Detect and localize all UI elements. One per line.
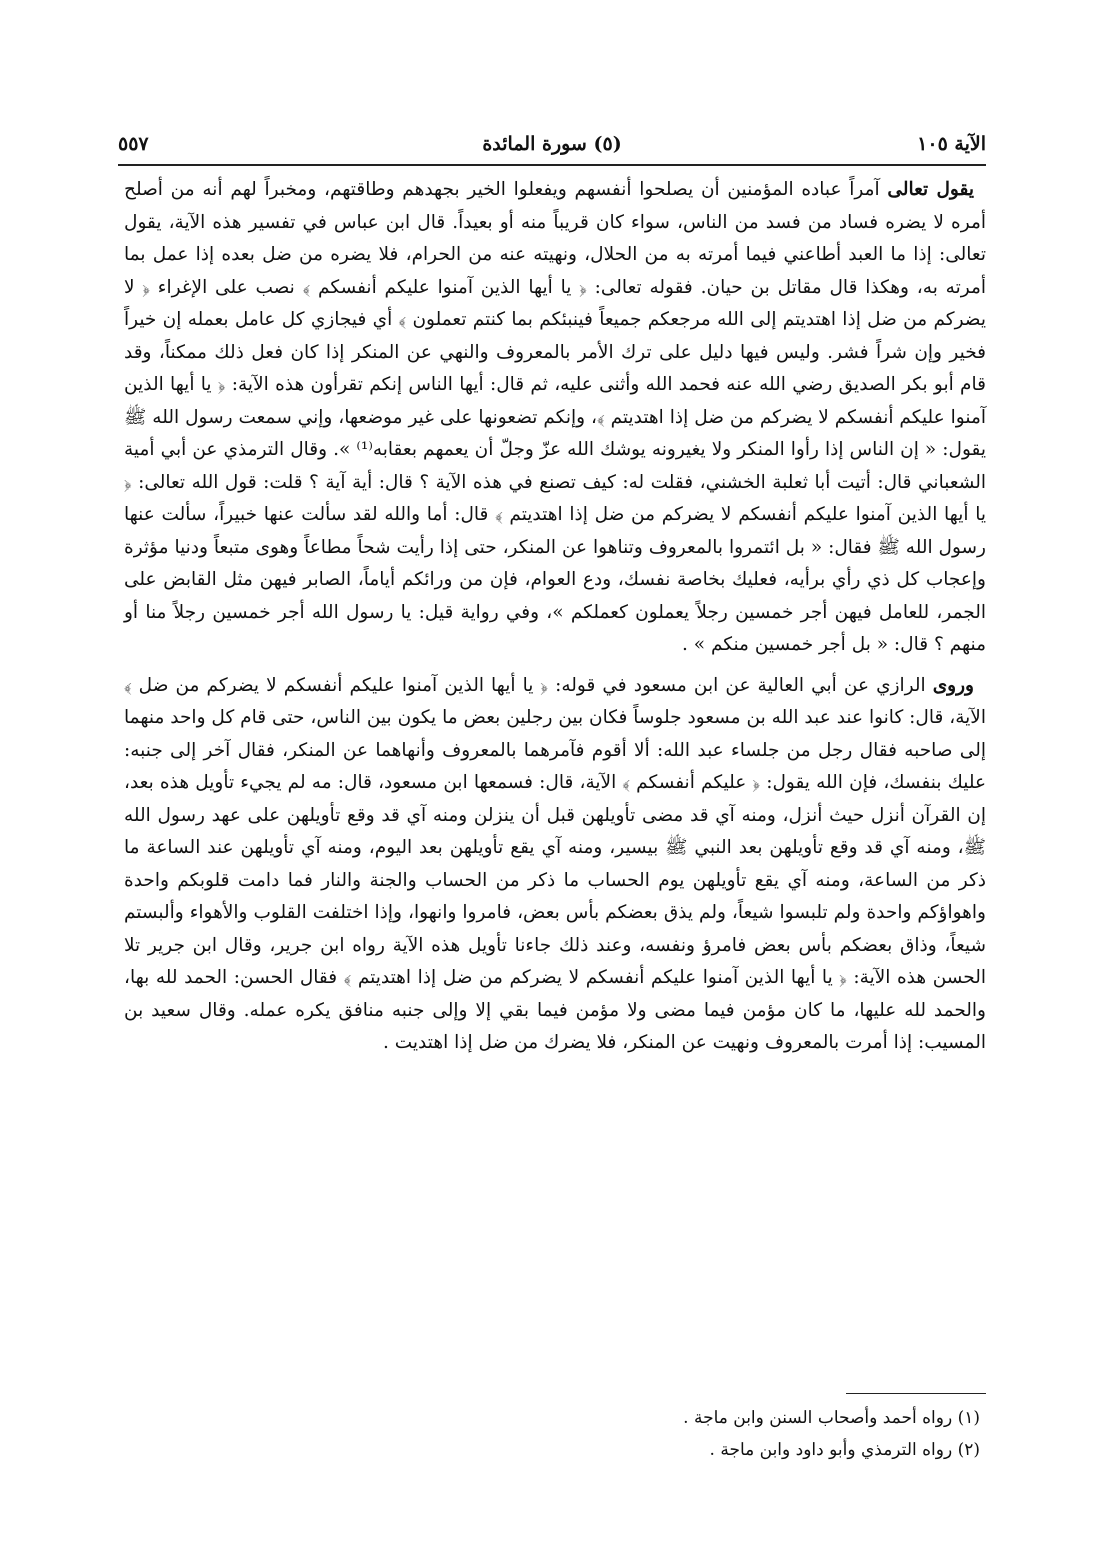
footnote: (٢) رواه الترمذي وأبو داود وابن ماجة . — [709, 1440, 980, 1460]
paragraph — [124, 174, 986, 662]
footnotes — [124, 1402, 980, 1466]
paragraph-text: الرازي عن أبي العالية عن ابن مسعود في قوله: ﴿ يا أيها الذين آمنوا عليكم أنفسكم لا يضركم من ضل ﴾ الآية، قال: كانوا عند عبد الله بن مسعود جلوساً فكان بين رجلين بعض ما يكون بين الناس، حتى قام كل واحد منهما إلى صاحبه فقال رجل من جلساء عبد الله: ألا أقوم فآمرهما بالمعروف وأنهاهما عن المنكر، فقال آخر إلى جنبه: عليك بنفسك، فإن الله يقول: ﴿ عليكم أنفسكم ﴾ الآية، قال: فسمعها ابن مسعود، قال: مه لم يجيء تأويل هذه بعد، إن القرآن أنزل حيث أنزل، ومنه آي قد مضى تأويلهن قبل أن ينزلن ومنه آي قد وقع تأويلهن على عهد رسول الله ﷺ، ومنه آي قد وقع تأويلهن بعد النبي ﷺ بيسير، ومنه آي يقع تأويلهن بعد اليوم، ومنه آي تأويلهن عند الساعة ما ذكر من الساعة، ومنه آي يقع تأويلهن يوم الحساب ما ذكر من الحساب والجنة والنار فما دامت قلوبكم واحدة واهواؤكم واحدة ولم تلبسوا شيعاً، ولم يذق بعضكم بأس بعض، فامروا وانهوا، وإذا اختلفت القلوب والأهواء وألبستم شيعاً، وذاق بعضكم بأس بعض فامرؤ ونفسه، وعند ذلك جاءنا تأويل هذه الآية رواه ابن جرير، وقال ابن جرير تلا الحسن هذه الآية: ﴿ يا أيها الذين آمنوا عليكم أنفسكم لا يضركم من ضل إذا اهتديتم ﴾ فقال الحسن: الحمد لله بها، والحمد لله عليها، ما كان مؤمن فيما مضى ولا مؤمن فيما بقي إلا وإلى جنبه منافق يكره عمله. وقال سعيد بن المسيب: إذا أمرت بالمعروف ونهيت عن المنكر، فلا يضرك من ضل إذا اهتديت . — [124, 674, 986, 1053]
verse-label: الآية ١٠٥ — [917, 133, 986, 155]
footnote-divider — [846, 1393, 986, 1394]
paragraph-lead: يقول تعالى — [887, 179, 974, 200]
page-number: ٥٥٧ — [118, 133, 149, 155]
paragraph-text: آمراً عباده المؤمنين أن يصلحوا أنفسهم ويفعلوا الخير بجهدهم وطاقتهم، ومخبراً لهم أنه من أصلح أمره لا يضره فساد من فسد من الناس، سواء كان قريباً منه أو بعيداً. قال ابن عباس في تفسير هذه الآية، يقول تعالى: إذا ما العبد أطاعني فيما أمرته به من الحلال، ونهيته عنه من الحرام، فلا يضره من ضل بعده إذا عمل بما أمرته به، وهكذا قال مقاتل بن حيان. فقوله تعالى: ﴿ يا أيها الذين آمنوا عليكم أنفسكم ﴾ نصب على الإغراء ﴿ لا يضركم من ضل إذا اهتديتم إلى الله مرجعكم جميعاً فينبئكم بما كنتم تعملون ﴾ أي فيجازي كل عامل بعمله إن خيراً فخير وإن شراً فشر. وليس فيها دليل على ترك الأمر بالمعروف والنهي عن المنكر إذا كان فعل ذلك ممكناً، وقد قام أبو بكر الصديق رضي الله عنه فحمد الله وأثنى عليه، ثم قال: أيها الناس إنكم تقرأون هذه الآية: ﴿ يا أيها الذين آمنوا عليكم أنفسكم لا يضركم من ضل إذا اهتديتم ﴾، وإنكم تضعونها على غير موضعها، وإني سمعت رسول الله ﷺ يقول: « إن الناس إذا رأوا المنكر ولا يغيرونه يوشك الله عزّ وجلّ أن يعمهم بعقابه⁽¹⁾ ». وقال الترمذي عن أبي أمية الشعباني قال: أتيت أبا ثعلبة الخشني، فقلت له: كيف تصنع في هذه الآية ؟ قال: أية آية ؟ قلت: قول الله تعالى: ﴿ يا أيها الذين آمنوا عليكم أنفسكم لا يضركم من ضل إذا اهتديتم ﴾ قال: أما والله لقد سألت عنها خبيراً، سألت عنها رسول الله ﷺ فقال: « بل ائتمروا بالمعروف وتناهوا عن المنكر، حتى إذا رأيت شحاً مطاعاً وهوى متبعاً ودنيا مؤثرة وإعجاب كل ذي رأي برأيه، فعليك بخاصة نفسك، ودع العوام، فإن من ورائكم أياماً، الصابر فيهن مثل القابض على الجمر، للعامل فيهن أجر خمسين رجلاً يعملون كعملكم »، وفي رواية قيل: يا رسول الله أجر خمسين رجلاً منا أو منهم ؟ قال: « بل أجر خمسين منكم » . — [124, 179, 987, 655]
paragraph-lead: وروى — [932, 674, 974, 696]
surah-title: (٥) سورة المائدة — [482, 133, 622, 155]
header-divider — [118, 164, 986, 166]
page-header — [118, 127, 986, 163]
footnote: (١) رواه أحمد وأصحاب السنن وابن ماجة . — [683, 1408, 980, 1428]
page-body — [124, 174, 986, 1060]
paragraph — [124, 670, 986, 1060]
